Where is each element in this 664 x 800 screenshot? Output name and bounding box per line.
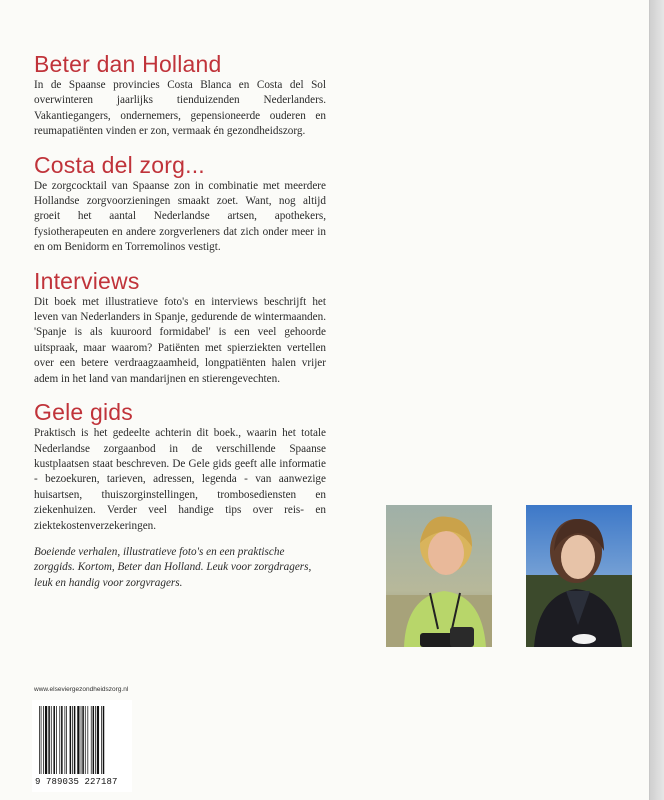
section-heading: Interviews (34, 267, 140, 294)
barcode-bar (77, 706, 79, 774)
barcode-bars (38, 706, 128, 774)
section-body: Dit boek met illustratieve foto's en interviews beschrijft het leven van Nederlanders in Spanje, gedurende de wintermaanden. 'Spanje is als kuuroord formidabel' is een veel gehoorde uitspraak, maar waarom? Patiënten met spierziekten vertellen over een betere verdraagzaamheid, longpatiënten halen vrijer adem in het land van mandarijnen en stierengevechten. (34, 295, 326, 385)
barcode-bar (85, 706, 86, 774)
publisher-url: www.elseviergezondheidszorg.nl (34, 686, 129, 693)
barcode-bar (87, 706, 88, 774)
author-photo-dark-haired-woman (526, 505, 632, 647)
isbn-number: 9 789035 227187 (35, 777, 118, 787)
barcode-bar (72, 706, 73, 774)
barcode-bar (41, 706, 42, 774)
barcode-bar (82, 706, 84, 774)
barcode-bar (56, 706, 57, 774)
barcode-bar (43, 706, 44, 774)
barcode-bar (74, 706, 76, 774)
section-heading: Costa del zorg... (34, 151, 205, 178)
barcode-bar (93, 706, 95, 774)
portrait-illustration (386, 505, 492, 647)
barcode-bar (59, 706, 60, 774)
barcode-bar (51, 706, 52, 774)
barcode-bar (101, 706, 102, 774)
barcode-bar (103, 706, 105, 774)
barcode-bar (66, 706, 67, 774)
barcode-bar (95, 706, 96, 774)
barcode-bar (45, 706, 47, 774)
barcode-bar (61, 706, 63, 774)
author-photo-blonde-woman (386, 505, 492, 647)
barcode-bar (70, 706, 72, 774)
section-gele-gids (34, 398, 326, 534)
blurb-column (34, 50, 326, 591)
section-heading: Gele gids (34, 399, 133, 426)
section-interviews (34, 267, 326, 387)
cover-edge (650, 0, 664, 800)
section-body: Praktisch is het gedeelte achterin dit boek., waarin het totale Nederlandse zorgaanbod in de verschillende Spaanse kustplaatsen staat beschreven. De Gele gids geeft alle informatie - bezoekuren, tarieven, adressen, legenda - van aanwezige huisartsen, thuiszorginstellingen, trombosediensten en ziekenhuizen. Verder veel handige tips over reis- en ziektekostenverzekeringen. (34, 427, 326, 532)
barcode-bar (97, 706, 99, 774)
section-body: In de Spaanse provincies Costa Blanca en Costa del Sol overwinteren jaarlijks tienduizenden Nederlanders. Vakantiegangers, ondernemers, gepensioneerde ouderen en reumapatiënten vinden er zon, vermaak én gezondheidszorg. (34, 79, 326, 138)
barcode-bar (53, 706, 55, 774)
barcode-bar (81, 706, 82, 774)
isbn-barcode (32, 700, 132, 792)
section-beter-dan-holland (34, 50, 326, 140)
section-costa-del-zorg (34, 151, 326, 256)
barcode-bar (91, 706, 92, 774)
closing-tagline: Boeiende verhalen, illustratieve foto's en een praktische zorggids. Kortom, Beter dan Holland. Leuk voor zorgdragers, leuk en handig voor zorgvragers. (34, 545, 312, 589)
section-body: De zorgcocktail van Spaanse zon in combinatie met meerdere Hollandse zorgvoorzieningen smaakt zoet. Want, nog altijd groeit het aantal Nederlandse artsen, apothekers, fysiotherapeuten en andere zorgverleners dat zich onder meer in en om Benidorm en Torremolinos vestigt. (34, 179, 326, 254)
barcode-bar (48, 706, 50, 774)
barcode-bar (39, 706, 40, 774)
section-heading: Beter dan Holland (34, 51, 222, 77)
portrait-illustration (526, 505, 632, 647)
barcode-bar (65, 706, 66, 774)
